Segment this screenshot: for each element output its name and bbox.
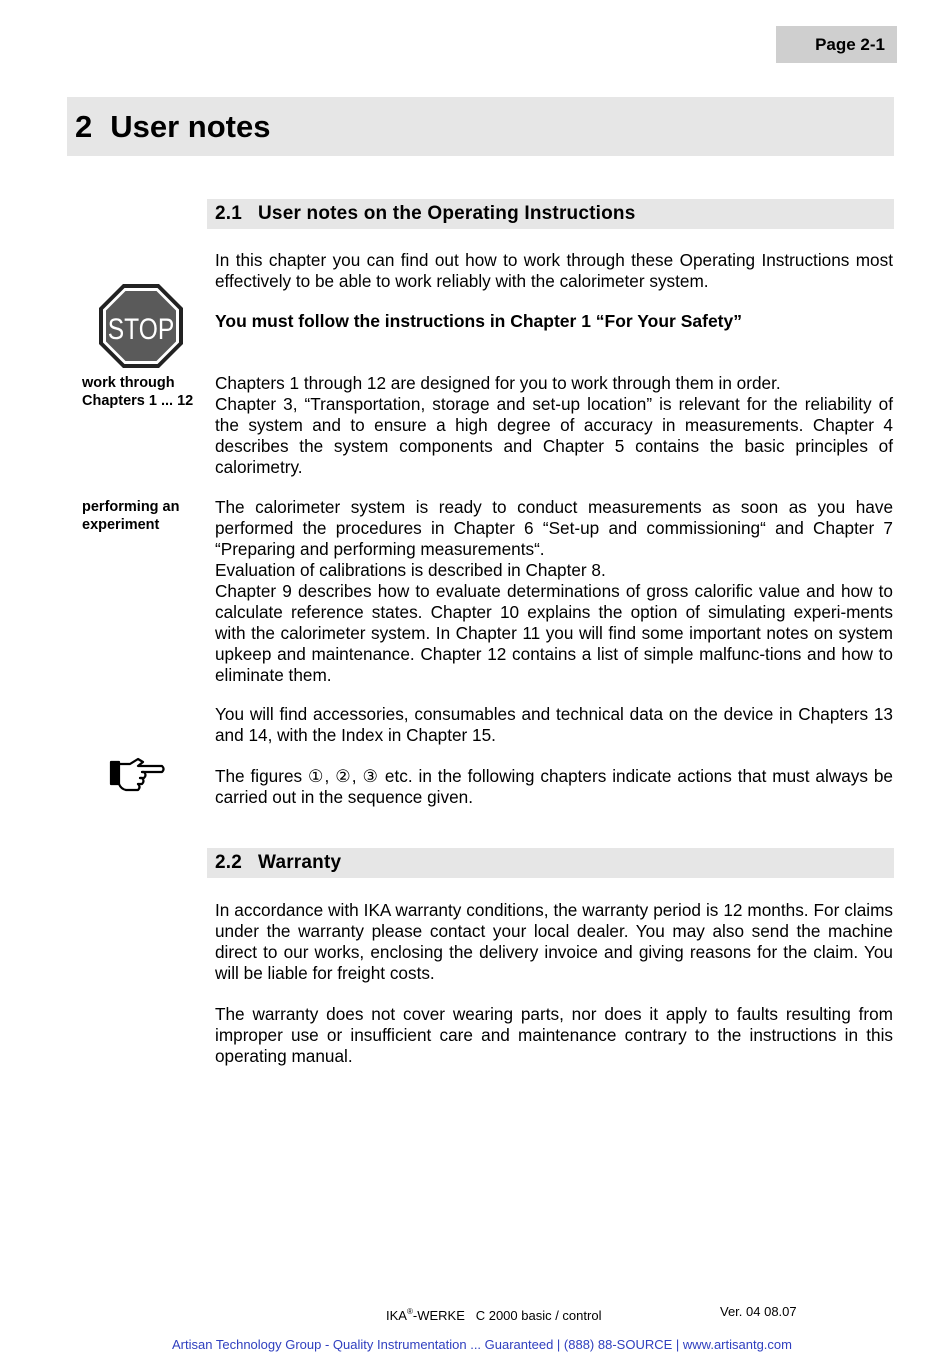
stop-sign-icon	[98, 283, 184, 369]
chapter-title: User notes	[110, 109, 271, 144]
footer-version: Ver. 04 08.07	[720, 1304, 797, 1319]
chapter-heading	[67, 97, 894, 156]
section-heading-2-2	[207, 848, 894, 878]
section-number: 2.1	[215, 203, 243, 224]
experiment-line: Evaluation of calibrations is described in Chapter 8.	[215, 560, 606, 580]
footer-brand-name: IKA	[386, 1308, 407, 1323]
warranty-paragraph-1: In accordance with IKA warranty conditions, the warranty period is 12 months. For claims under the warranty please contact your local dealer. You may also send the machine direct to our works, enclosing the delivery invoice and giving reasons for the claim. You will be liable for freight costs.	[215, 900, 893, 983]
section-title: Warranty	[258, 852, 342, 873]
warranty-paragraph-2: The warranty does not cover wearing parts, nor does it apply to faults resulting from improper use or insufficient care and maintenance contrary to the instructions in this operating manual.	[215, 1004, 893, 1066]
section-number: 2.2	[215, 852, 243, 873]
pointing-hand-icon	[108, 756, 166, 794]
chapters-line: Chapter 3, “Transportation, storage and set-up location” is relevant for the reliability of the system and to ensure a high degree of accuracy in measurements. Chapter 4 describes the system components and Chapter 5 contains the basic principles of calorimetry.	[215, 394, 893, 477]
experiment-line: Chapter 9 describes how to evaluate determinations of gross calorific value and how to calculate reference states. Chapter 10 explains the option of simulating experi-ments with the calorimeter system. In Chapter 11 you will find some important notes on system upkeep and maintenance. Chapter 12 contains a list of simple malfunc-tions and how to eliminate them.	[215, 581, 893, 685]
margin-note-work-through: work through Chapters 1 ... 12	[82, 375, 194, 409]
section-title: User notes on the Operating Instructions	[258, 203, 636, 224]
section-heading-2-1	[207, 199, 894, 229]
chapter-number: 2	[75, 109, 93, 144]
page-number-label: Page 2-1	[776, 26, 897, 63]
chapters-line: Chapters 1 through 12 are designed for you to work through them in order.	[215, 373, 781, 393]
footer-model: C 2000 basic / control	[475, 1308, 602, 1323]
footer-brand	[386, 1303, 601, 1325]
footer-brand-suffix: -WERKE	[412, 1308, 465, 1323]
figures-note: The figures ①, ②, ③ etc. in the following chapters indicate actions that must always be carried out in the sequence given.	[215, 766, 893, 807]
chapters-paragraph	[215, 373, 893, 478]
footer-artisan-link[interactable]: Artisan Technology Group - Quality Instrumentation ... Guaranteed | (888) 88-SOURCE | www.artisantg.com	[172, 1337, 792, 1352]
intro-paragraph: In this chapter you can find out how to work through these Operating Instructions most effectively to be able to work reliably with the calorimeter system.	[215, 250, 893, 291]
experiment-line: The calorimeter system is ready to conduct measurements as soon as you have performed the procedures in Chapter 6 “Set-up and commissioning“ and Chapter 7 “Preparing and performing measurements“.	[215, 497, 893, 559]
experiment-paragraph	[215, 497, 893, 686]
stop-sign-label: STOP	[107, 311, 175, 346]
margin-note-performing: performing an experiment	[82, 499, 180, 533]
safety-note: You must follow the instructions in Chapter 1 “For Your Safety”	[215, 311, 742, 331]
accessories-paragraph: You will find accessories, consumables and technical data on the device in Chapters 13 and 14, with the Index in Chapter 15.	[215, 704, 893, 745]
registered-mark: ®	[406, 1307, 413, 1316]
